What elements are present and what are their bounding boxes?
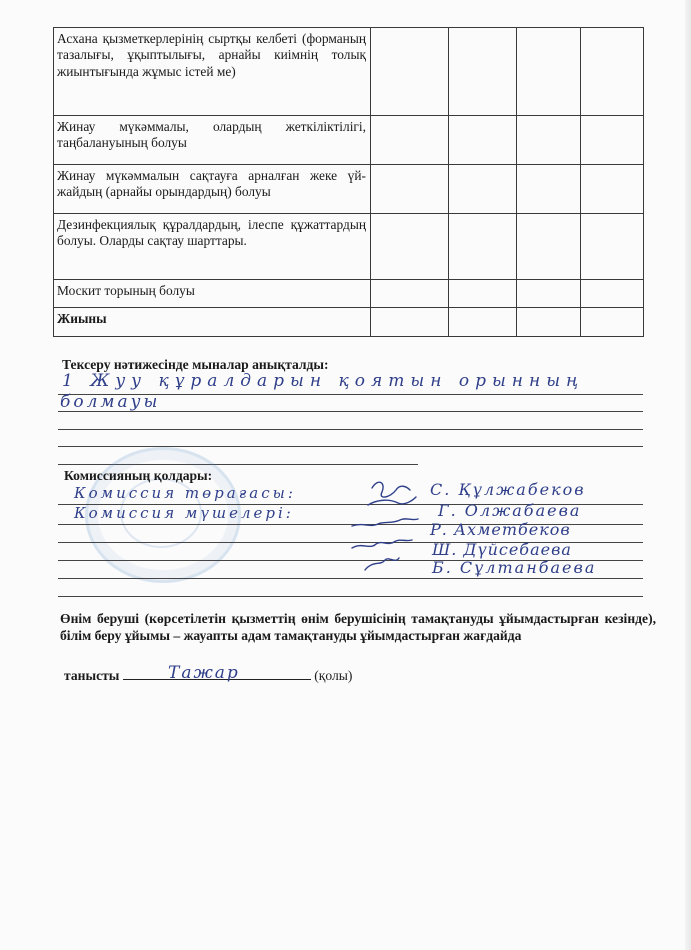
score-cell — [581, 308, 644, 337]
handwritten-finding-line: болмауы — [60, 392, 161, 412]
total-label: Жиыны — [54, 308, 371, 337]
table-row — [54, 116, 644, 165]
score-cell — [517, 116, 581, 165]
member-signature-name: Ш. Дүйсебаева — [432, 540, 572, 559]
findings-line — [58, 446, 643, 447]
signature-line — [58, 578, 643, 579]
commission-title: Комиссияның қолдары: — [64, 468, 213, 483]
criterion-cell: Москит торының болуы — [54, 280, 371, 308]
score-cell — [371, 165, 449, 214]
producer-signature: Тажар — [168, 663, 240, 683]
score-cell — [517, 280, 581, 308]
score-cell — [581, 28, 644, 116]
signature-line — [58, 596, 643, 597]
producer-statement: Өнім беруші (көрсетілетін қызметтің өнім берушісінің тамақтануды ұйымдастырған кезінде), білім беру ұйымы – жауапты адам тамақтануды ұйымдастырған жағдайда — [60, 611, 656, 643]
members-label-handwritten: Комиссия мүшелері: — [74, 504, 294, 522]
score-cell — [449, 28, 517, 116]
member-signature-name: Р. Ахметбеков — [430, 520, 571, 539]
score-cell — [449, 308, 517, 337]
member-signature-name: Б. Сұлтанбаева — [432, 558, 597, 577]
handwritten-finding-line: 1 Жуу құралдарын қоятын орынның — [62, 371, 585, 391]
score-cell — [449, 116, 517, 165]
criterion-cell: Жинау мүкәммалы, олардың жеткіліктілігі, таңбалануының болуы — [54, 116, 371, 165]
checklist-table — [53, 27, 644, 337]
score-cell — [517, 165, 581, 214]
score-cell — [517, 28, 581, 116]
score-cell — [581, 116, 644, 165]
scan-edge — [685, 0, 691, 950]
score-cell — [371, 308, 449, 337]
score-cell — [371, 280, 449, 308]
score-cell — [449, 165, 517, 214]
chair-label-handwritten: Комиссия төрағасы: — [74, 484, 296, 502]
table-row — [54, 280, 644, 308]
score-cell — [371, 28, 449, 116]
chair-signature-name: С. Құлжабеков — [430, 480, 586, 499]
score-cell — [371, 116, 449, 165]
score-cell — [449, 280, 517, 308]
table-row — [54, 28, 644, 116]
member-signature-name: Г. Олжабаева — [438, 501, 582, 520]
score-cell — [517, 214, 581, 280]
findings-title: Тексеру нәтижесінде мыналар анықталды: — [62, 357, 329, 372]
score-cell — [449, 214, 517, 280]
score-cell — [581, 280, 644, 308]
score-cell — [581, 214, 644, 280]
table-row — [54, 165, 644, 214]
score-cell — [581, 165, 644, 214]
acquainted-label: танысты — [64, 668, 120, 683]
score-cell — [517, 308, 581, 337]
criterion-cell: Асхана қызметкерлерінің сыртқы келбеті (форманың тазалығы, ұқыптылығы, арнайы киімнің толық жиынтығында жұмыс істей ме) — [54, 28, 371, 116]
findings-line — [58, 429, 643, 430]
total-row — [54, 308, 644, 337]
table-row — [54, 214, 644, 280]
signature-caption: (қолы) — [314, 668, 353, 683]
criterion-cell: Дезинфекциялық құралдардың, ілеспе құжаттардың болуы. Оларды сақтау шарттары. — [54, 214, 371, 280]
criterion-cell: Жинау мүкәммалын сақтауға арналған жеке үй-жайдың (арнайы орындардың) болуы — [54, 165, 371, 214]
score-cell — [371, 214, 449, 280]
